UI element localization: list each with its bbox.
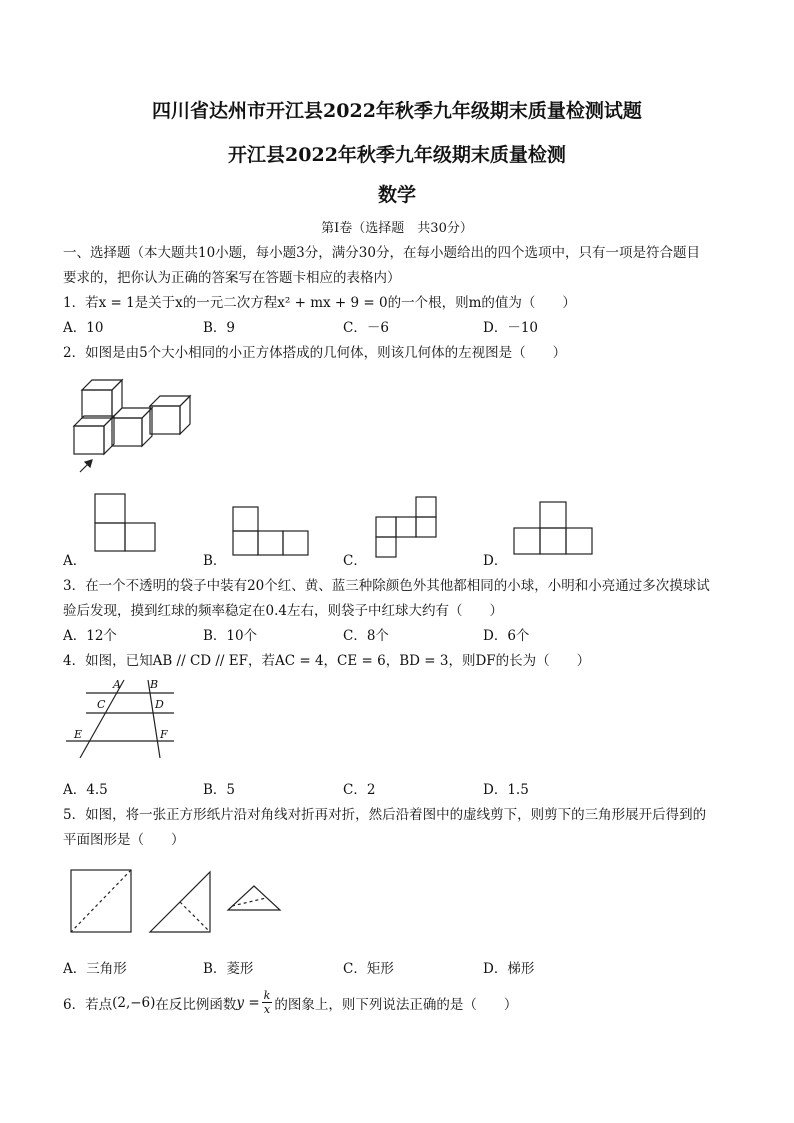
q4-option-c: C．2 <box>343 782 376 798</box>
q6-fraction-denominator: x <box>263 1003 271 1016</box>
q2-option-a: A． <box>63 553 87 569</box>
q2-option-b: B． <box>203 553 227 569</box>
q5-option-c: C．矩形 <box>343 961 394 977</box>
q4-label-d: D <box>155 698 164 711</box>
q3-option-c: C．8个 <box>343 628 389 644</box>
q4-option-a: A．4.5 <box>63 782 108 798</box>
q5-stem-line2: 平面图形是（ ） <box>63 832 185 848</box>
q4-label-a: A <box>113 678 121 691</box>
q4-label-f: F <box>160 728 168 741</box>
q6-fraction-numerator: k <box>263 989 271 1002</box>
q6-stem-suffix: 的图象上，则下列说法正确的是（ ） <box>274 996 518 1013</box>
q4-option-b: B．5 <box>203 782 236 798</box>
q2-option-d-figure <box>513 501 603 561</box>
q6-func-lhs: y = <box>236 994 260 1011</box>
q5-folding-figure <box>70 868 290 938</box>
q2-option-d: D． <box>483 553 508 569</box>
q1-option-c: C．－6 <box>343 320 389 336</box>
q6-stem <box>63 989 517 1016</box>
q2-option-c: C． <box>343 553 367 569</box>
q5-stem-line1: 5．如图，将一张正方形纸片沿对角线对折再对折，然后沿着图中的虚线剪下，则剪下的三角形展开后得到的 <box>63 807 707 823</box>
q1-option-d: D．－10 <box>483 320 539 336</box>
q3-option-a: A．12个 <box>63 628 117 644</box>
document-subtitle: 开江县2022年秋季九年级期末质量检测 <box>228 144 566 166</box>
q2-stem: 2．如图是由5个大小相同的小正方体搭成的几何体，则该几何体的左视图是（ ） <box>63 345 567 361</box>
document-title: 四川省达州市开江县2022年秋季九年级期末质量检测试题 <box>152 100 642 122</box>
q2-option-b-figure <box>232 506 322 566</box>
instructions-line2: 要求的，把你认为正确的答案写在答题卡相应的表格内） <box>63 270 401 286</box>
q3-option-b: B．10个 <box>203 628 258 644</box>
q3-stem-line1: 3．在一个不透明的袋子中装有20个红、黄、蓝三种除颜色外其他都相同的小球，小明和小亮通过多次摸球试 <box>63 578 710 594</box>
q2-option-c-figure <box>375 496 445 566</box>
q4-stem: 4．如图，已知AB // CD // EF，若AC = 4，CE = 6，BD = 3，则DF的长为（ ） <box>63 653 591 669</box>
q5-option-b: B．菱形 <box>203 961 254 977</box>
section-heading: 第Ⅰ卷（选择题 共30分） <box>321 221 473 236</box>
q2-cube-figure <box>68 378 208 478</box>
q6-stem-prefix: 6．若点 <box>63 996 113 1013</box>
q5-option-d: D．梯形 <box>483 961 535 977</box>
q6-point: (2,−6) <box>112 994 156 1011</box>
q1-option-b: B．9 <box>203 320 236 336</box>
q6-stem-mid: 在反比例函数 <box>155 996 237 1013</box>
q5-option-a: A．三角形 <box>63 961 127 977</box>
q6-fraction <box>262 989 273 1016</box>
q4-label-b: B <box>150 678 159 691</box>
instructions-line1: 一、选择题（本大题共10小题，每小题3分，满分30分，在每小题给出的四个选项中，只有一项是符合题目 <box>63 245 700 261</box>
q4-option-d: D．1.5 <box>483 782 529 798</box>
q1-option-a: A．10 <box>63 320 104 336</box>
q3-option-d: D．6个 <box>483 628 530 644</box>
q2-option-a-figure <box>94 493 164 563</box>
q4-label-c: C <box>97 698 106 711</box>
subject-title: 数学 <box>377 184 416 206</box>
q4-parallel-lines-figure <box>62 676 192 766</box>
q1-stem: 1．若x = 1是关于x的一元二次方程x² + mx + 9 = 0的一个根，则m的值为（ ） <box>63 295 576 311</box>
q3-stem-line2: 验后发现，摸到红球的频率稳定在0.4左右，则袋子中红球大约有（ ） <box>63 603 503 619</box>
q4-label-e: E <box>74 728 83 741</box>
